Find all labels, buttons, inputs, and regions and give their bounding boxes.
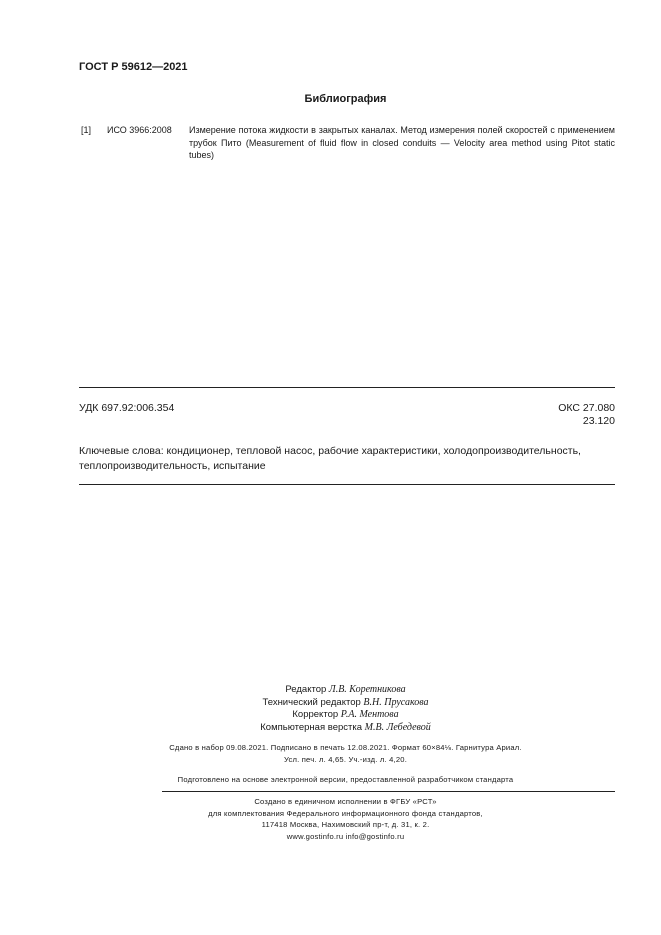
keywords: Ключевые слова: кондиционер, тепловой насос, рабочие характеристики, холодопроизводительность, теплопроизводительность, испытание (79, 445, 581, 472)
divider-publisher (162, 791, 615, 792)
oks-code (558, 402, 615, 428)
publisher-line-4: www.gostinfo.ru info@gostinfo.ru (286, 831, 405, 841)
prepared-note: Подготовлено на основе электронной версии, предоставленной разработчиком стандарта (177, 775, 514, 784)
divider-top (79, 387, 615, 388)
publisher-info (0, 796, 661, 842)
bib-entry-text: Измерение потока жидкости в закрытых каналах. Метод измерения полей скоростей с применением трубок Пито (Measurement of fluid flow in closed conduits — Velocity area method using Pitot static tubes) (189, 125, 615, 160)
publisher-line-3: 117418 Москва, Нахимовский пр-т, д. 31, к. 2. (261, 820, 430, 829)
publisher-line-2: для комплектования Федерального информационного фонда стандартов, (208, 808, 483, 818)
oks-line-1: ОКС 27.080 (558, 402, 615, 414)
staff-corrector: Корректор Р.А. Ментова (292, 709, 399, 721)
bib-entry-code: ИСО 3966:2008 (107, 125, 172, 135)
staff-layout: Компьютерная верстка М.В. Лебедевой (260, 721, 431, 733)
publisher-line-1: Создано в единичном исполнении в ФГБУ «РСТ» (254, 797, 437, 806)
standard-number: ГОСТ Р 59612—2021 (79, 61, 188, 73)
print-info-line-2: Усл. печ. л. 4,65. Уч.-изд. л. 4,20. (283, 754, 408, 764)
staff-tech-editor: Технический редактор В.Н. Прусакова (262, 696, 429, 708)
oks-line-2: 23.120 (582, 415, 615, 427)
print-info-line-1: Сдано в набор 09.08.2021. Подписано в печать 12.08.2021. Формат 60×84⅛. Гарнитура Ариал. (169, 743, 522, 752)
print-info (0, 742, 661, 765)
bib-entry-number: [1] (81, 125, 92, 135)
divider-keywords (79, 484, 615, 485)
bibliography-title: Библиография (304, 93, 387, 105)
udk-code: УДК 697.92:006.354 (79, 402, 175, 414)
staff-list (0, 684, 661, 734)
staff-editor: Редактор Л.В. Коретникова (285, 684, 406, 695)
